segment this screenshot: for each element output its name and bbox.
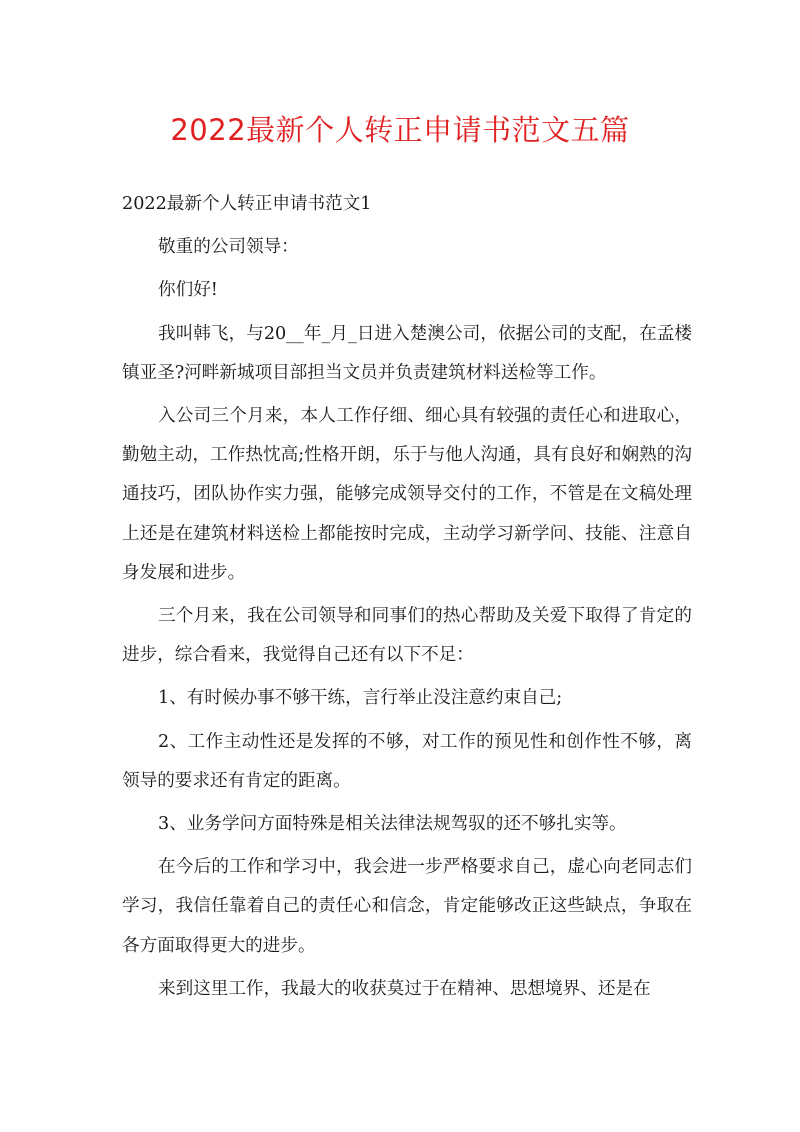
list-item: 3、业务学问方面特殊是相关法律法规驾驭的还不够扎实等。: [158, 814, 627, 835]
section-heading: 2022最新个人转正申请书范文1: [122, 194, 372, 214]
paragraph: 三个月来，我在公司领导和同事们的热心帮助及关爱下取得了肯定的进步，综合看来，我觉得自己还有以下不足：: [122, 606, 692, 666]
list-item: 2、工作主动性还是发挥的不够，对工作的预见性和创作性不够，离领导的要求还有肯定的距离。: [122, 731, 692, 791]
paragraph: 入公司三个月来，本人工作仔细、细心具有较强的责任心和进取心，勤勉主动，工作热忱高;性格开朗，乐于与他人沟通，具有良好和娴熟的沟通技巧，团队协作实力强，能够完成领导交付的工作，不管是在文稿处理上还是在建筑材料送检上都能按时完成，主动学习新学问、技能、注意自身发展和进步。: [122, 406, 692, 583]
paragraph: 我叫韩飞，与20__年_月_日进入楚澳公司，依据公司的支配，在孟楼镇亚圣?河畔新城项目部担当文员并负责建筑材料送检等工作。: [122, 323, 692, 383]
salutation: 敬重的公司领导：: [158, 237, 299, 258]
paragraph: 来到这里工作，我最大的收获莫过于在精神、思想境界、还是在: [158, 978, 651, 999]
document-body: [122, 185, 692, 1009]
document-title: 2022最新个人转正申请书范文五篇: [170, 113, 630, 147]
greeting: 你们好!: [158, 280, 218, 301]
list-item: 1、有时候办事不够干练，言行举止没注意约束自己;: [158, 688, 563, 709]
paragraph: 在今后的工作和学习中，我会进一步严格要求自己，虚心向老同志们学习，我信任靠着自己的责任心和信念，肯定能够改正这些缺点，争取在各方面取得更大的进步。: [122, 857, 692, 956]
